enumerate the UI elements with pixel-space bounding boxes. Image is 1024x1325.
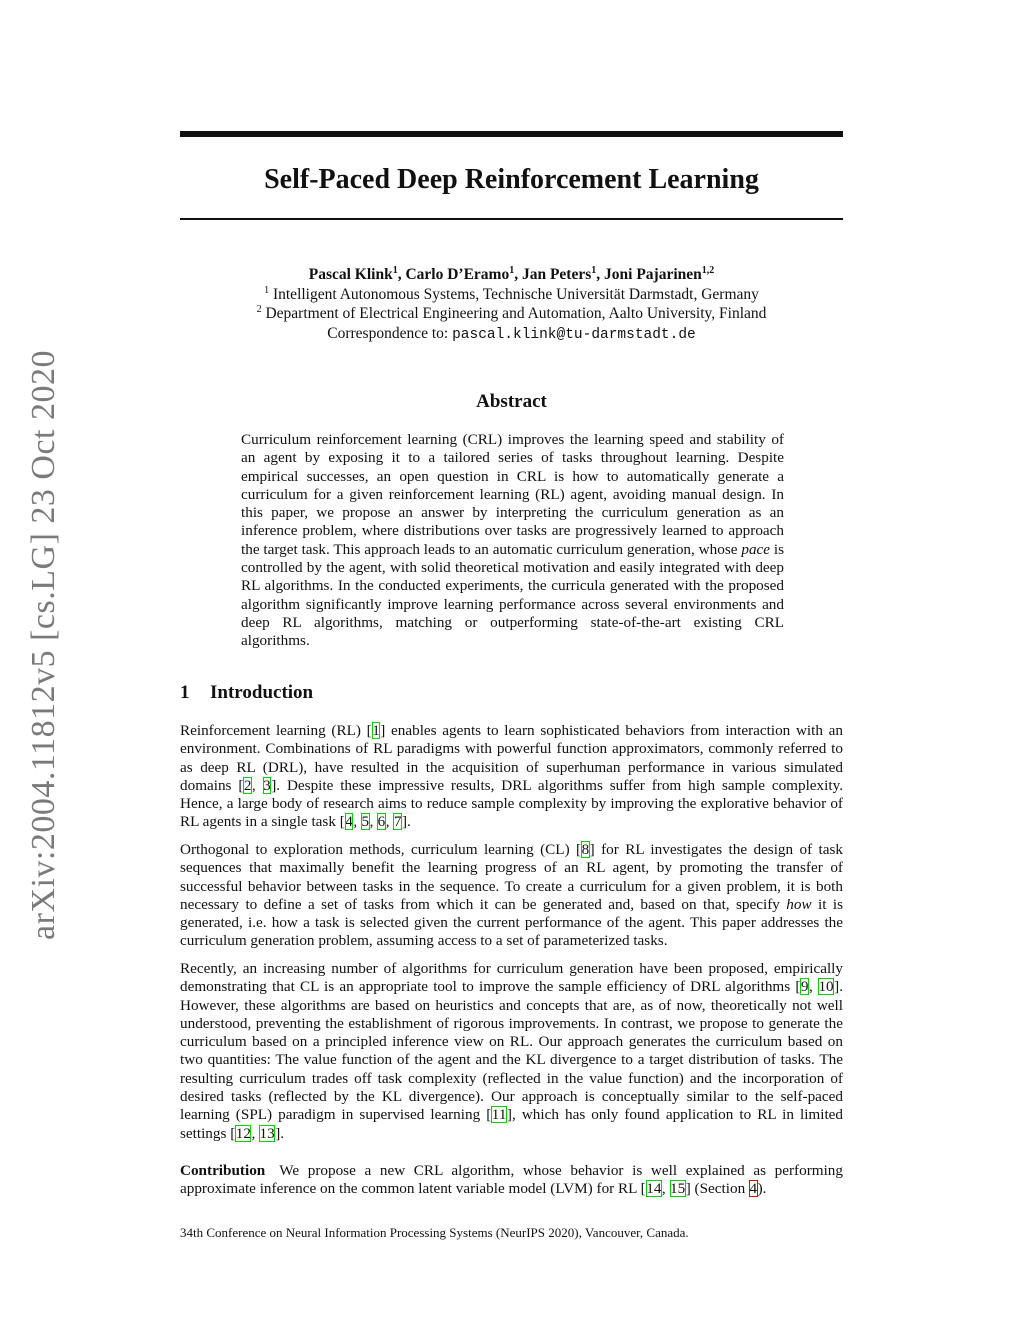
paragraph-text: ] enables agents to learn sophisticated behaviors from interaction with an environment. Combinations of RL paradigms with powerful function approximators, commonly referred to as deep RL (DRL), have resulted in the acquisition of superhuman performance in various simulated domains [ bbox=[180, 722, 843, 794]
abstract-text-part: is controlled by the agent, with solid theoretical motivation and easily integrated with deep RL algorithms. In the conducted experiments, the curricula generated with the proposed algorithm significantly improve learning performance across several environments and deep RL algorithms, matching or outperforming state-of-the-art existing CRL algorithms. bbox=[241, 540, 785, 650]
citation-separator: , bbox=[369, 813, 378, 831]
section-title-text: Introduction bbox=[210, 682, 314, 703]
citation-link[interactable]: 5 bbox=[361, 813, 370, 831]
author-name: Carlo D’Eramo bbox=[405, 266, 510, 283]
author-affiliation-mark: 1,2 bbox=[701, 264, 715, 276]
paragraph-text: Recently, an increasing number of algorithms for curriculum generation have been proposed, empirically demonstrating that CL is an appropriate tool to improve the sample efficiency of DRL algorithms [ bbox=[180, 960, 843, 996]
paragraph-emphasis: how bbox=[786, 895, 812, 913]
abstract-emphasis: pace bbox=[741, 540, 771, 558]
citation-link[interactable]: 1 bbox=[372, 722, 380, 739]
affiliation-mark: 2 bbox=[256, 303, 262, 315]
author-name: Jan Peters bbox=[521, 266, 592, 283]
citation-link[interactable]: 11 bbox=[491, 1106, 507, 1124]
paragraph-text: ]. However, these algorithms are based on heuristics and concepts that are, as of now, theoretically not well understood, preventing the establishment of rigorous improvements. In contrast, we propose to generate the curriculum based on a principled inference view on RL. Our approach generates the curriculum based on two quantities: The value function of the agent and the KL divergence to a target distribution of tasks. The resulting curriculum trades off task complexity (reflected in the value function) and the incorporation of desired tasks (reflected by the KL divergence). Our approach is conceptually similar to the self-paced learning (SPL) paradigm in supervised learning [ bbox=[180, 978, 843, 1124]
paper-title: Self-Paced Deep Reinforcement Learning bbox=[264, 164, 759, 195]
section-reference-link[interactable]: 4 bbox=[749, 1180, 758, 1198]
citation-separator: , bbox=[353, 813, 361, 831]
paragraph-text: ). bbox=[757, 1180, 767, 1198]
correspondence-label: Correspondence to: bbox=[327, 324, 449, 342]
citation-link[interactable]: 4 bbox=[345, 813, 353, 831]
affiliation-line bbox=[180, 285, 843, 305]
abstract-text bbox=[241, 431, 784, 651]
author-names: Pascal Klink$^1$, Carlo D’Eramo$^1$, Jan Peters$^1$, Joni Pajarinen$^{1,2}$ bbox=[308, 264, 715, 283]
section-heading-introduction bbox=[180, 682, 313, 704]
citation-separator: , bbox=[385, 813, 394, 831]
abstract-heading: Abstract bbox=[476, 391, 547, 412]
citation-separator: , bbox=[661, 1180, 670, 1198]
citation-separator: , bbox=[251, 776, 263, 794]
paragraph-text: We propose a new CRL algorithm, whose behavior is well explained as performing approximate inference on the common latent variable model (LVM) for RL [ bbox=[180, 1162, 843, 1198]
author-affiliation-mark: 1 bbox=[591, 264, 597, 276]
paragraph-text: ]. bbox=[275, 1124, 285, 1142]
author-affiliation-mark: 1 bbox=[392, 264, 398, 276]
correspondence-line bbox=[180, 324, 843, 346]
citation-separator: , bbox=[808, 978, 818, 996]
citation-link[interactable]: 13 bbox=[259, 1124, 275, 1142]
paragraph-text: ]. Despite these impressive results, DRL algorithms suffer from high sample complexity. Hence, a large body of research aims to reduce sample complexity by improving the explorative behavior of RL agents in a single task [ bbox=[180, 776, 843, 831]
affiliation-line bbox=[180, 304, 843, 324]
author-name: Pascal Klink bbox=[308, 266, 393, 283]
citation-link[interactable]: 8 bbox=[581, 841, 590, 858]
citation-link[interactable]: 15 bbox=[670, 1180, 686, 1198]
affiliation-text: Department of Electrical Engineering and Automation, Aalto University, Finland bbox=[265, 305, 767, 322]
conference-footnote: 34th Conference on Neural Information Processing Systems (NeurIPS 2020), Vancouver, Canada. bbox=[180, 1225, 689, 1240]
paragraph-text: ] for RL investigates the design of task sequences that maximally benefit the learning progress of an RL agent, by promoting the transfer of successful behavior between tasks in the sequence. To create a curriculum for a given problem, it is both necessary to define a set of tasks from which it can be generated and, based on that, specify bbox=[180, 841, 843, 913]
citation-link[interactable]: 3 bbox=[263, 776, 271, 794]
author-affiliation-mark: 1 bbox=[509, 264, 515, 276]
citation-link[interactable]: 2 bbox=[243, 776, 252, 794]
contribution-paragraph bbox=[180, 1162, 843, 1199]
paragraph-text: ], which has only found application to RL in limited settings [ bbox=[180, 1106, 844, 1142]
citation-link[interactable]: 7 bbox=[393, 813, 402, 831]
paragraph-text: ] (Section bbox=[685, 1180, 749, 1198]
paragraph-text: ]. bbox=[401, 813, 411, 831]
citation-link[interactable]: 12 bbox=[235, 1124, 251, 1142]
intro-paragraph-1 bbox=[180, 722, 843, 832]
citation-link[interactable]: 10 bbox=[818, 978, 834, 996]
paragraph-text: Orthogonal to exploration methods, curriculum learning (CL) [ bbox=[180, 841, 582, 858]
citation-link[interactable]: 14 bbox=[646, 1180, 662, 1198]
title-rule-top bbox=[180, 131, 843, 137]
author-name: Joni Pajarinen bbox=[604, 266, 702, 283]
citation-separator: , bbox=[251, 1124, 260, 1142]
affiliation-text: Intelligent Autonomous Systems, Technische Universität Darmstadt, Germany bbox=[272, 285, 759, 303]
paragraph-text: Reinforcement learning (RL) [ bbox=[180, 722, 372, 739]
author-block bbox=[180, 265, 843, 345]
correspondence-email[interactable]: pascal.klink@tu-darmstadt.de bbox=[452, 326, 696, 343]
abstract-text-part: Curriculum reinforcement learning (CRL) improves the learning speed and stability of an agent by exposing it to a tailored series of tasks throughout learning. Despite empirical successes, an open question in CRL is how to automatically generate a curriculum for a given reinforcement learning (RL) agent, avoiding manual design. In this paper, we propose an answer by interpreting the curriculum generation as an inference problem, where distributions over tasks are progressively learned to approach the target task. This approach leads to an automatic curriculum generation, whose bbox=[241, 431, 784, 558]
paragraph-text: it is generated, i.e. how a task is selected given the current performance of the agent. This paper addresses the curriculum generation problem, assuming access to a set of parameterized tasks. bbox=[180, 895, 844, 950]
arxiv-stamp: arXiv:2004.11812v5 [cs.LG] 23 Oct 2020 bbox=[25, 350, 62, 940]
intro-paragraph-2 bbox=[180, 841, 843, 951]
contribution-heading: Contribution bbox=[180, 1162, 266, 1179]
affiliation-mark: 1 bbox=[264, 284, 270, 296]
section-number: 1 bbox=[180, 682, 190, 703]
intro-paragraph-3 bbox=[180, 960, 843, 1143]
title-rule-bottom bbox=[180, 218, 843, 220]
citation-link[interactable]: 9 bbox=[800, 978, 809, 996]
citation-link[interactable]: 6 bbox=[377, 813, 386, 831]
